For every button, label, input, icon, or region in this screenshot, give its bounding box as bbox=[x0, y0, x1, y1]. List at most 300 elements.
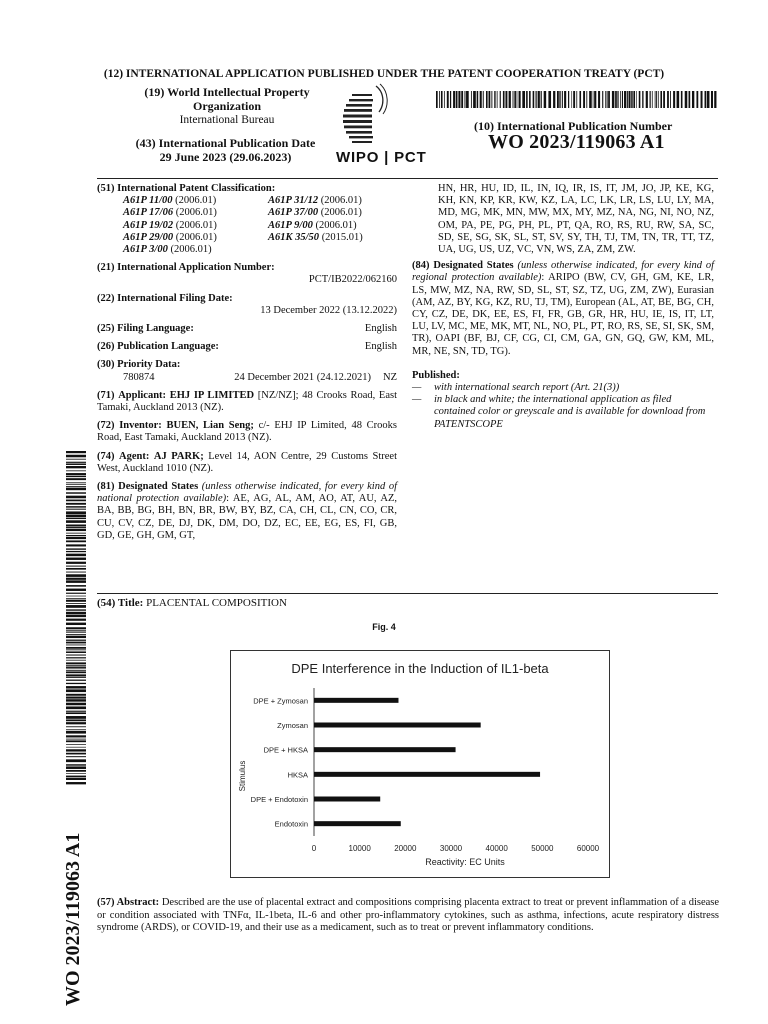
barcode-stripe bbox=[622, 91, 623, 108]
barcode-stripe bbox=[656, 91, 657, 108]
barcode-stripe bbox=[66, 484, 86, 485]
barcode-stripe bbox=[66, 645, 86, 646]
chart-bar bbox=[314, 723, 481, 728]
barcode-stripe bbox=[564, 91, 566, 108]
barcode-stripe bbox=[66, 686, 86, 688]
chart-x-tick-label: 40000 bbox=[485, 844, 508, 853]
barcode-stripe bbox=[66, 506, 86, 507]
barcode-stripe bbox=[66, 524, 86, 526]
barcode-stripe bbox=[66, 759, 86, 762]
barcode-stripe bbox=[66, 605, 86, 608]
barcode-stripe bbox=[66, 503, 86, 505]
barcode-stripe bbox=[650, 91, 651, 108]
barcode-stripe bbox=[514, 91, 516, 108]
barcode-stripe bbox=[667, 91, 669, 108]
barcode-stripe bbox=[66, 670, 86, 671]
side-publication-number: WO 2023/119063 A1 bbox=[62, 832, 84, 1006]
wipo-logo bbox=[332, 82, 442, 166]
barcode-stripe bbox=[617, 91, 618, 108]
chart-bar bbox=[314, 797, 380, 802]
barcode-stripe bbox=[66, 533, 86, 534]
title-value: PLACENTAL COMPOSITION bbox=[146, 597, 287, 609]
barcode-stripe bbox=[503, 91, 505, 108]
barcode-stripe bbox=[646, 91, 648, 108]
published-label: Published: bbox=[412, 369, 460, 381]
inventor-label: Inventor: bbox=[119, 420, 162, 432]
barcode-stripe bbox=[66, 640, 86, 641]
filing-language-label: (25) Filing Language: bbox=[97, 323, 194, 335]
barcode-stripe bbox=[633, 91, 635, 108]
abstract bbox=[97, 897, 719, 935]
barcode-stripe bbox=[66, 747, 86, 748]
inventor-num: (72) bbox=[97, 420, 115, 432]
barcode-stripe bbox=[66, 596, 86, 597]
published-entry bbox=[412, 370, 714, 431]
barcode-stripe bbox=[66, 662, 86, 664]
barcode-stripe bbox=[66, 726, 86, 727]
barcode-stripe bbox=[594, 91, 596, 108]
barcode-stripe bbox=[66, 649, 86, 650]
bar-chart bbox=[230, 650, 610, 878]
barcode-stripe bbox=[602, 91, 603, 108]
designated-states-num: (81) bbox=[97, 481, 115, 493]
applicant-label: Applicant: bbox=[118, 389, 167, 401]
chart-category-label: DPE + Zymosan bbox=[253, 696, 308, 706]
chart-category-label: Zymosan bbox=[277, 721, 308, 730]
filing-language-value: English bbox=[364, 323, 397, 335]
barcode-stripe bbox=[642, 91, 643, 108]
biblio-left-column bbox=[97, 183, 397, 546]
barcode-stripe bbox=[483, 91, 484, 108]
barcode-stripe bbox=[66, 537, 86, 539]
ipc-code: A61P 37/00 (2006.01) bbox=[268, 207, 362, 219]
org-name-line1: (19) World Intellectual Property bbox=[144, 85, 310, 99]
barcode-stripe bbox=[66, 540, 86, 542]
published-item: — with international search report (Art. 21(3)) bbox=[412, 382, 620, 394]
barcode-stripe bbox=[66, 634, 86, 635]
abstract-text: Described are the use of placental extract and compositions comprising placenta extract to treat or prevent inflammation of a disease or condition associated with TNFα, IL-1beta, IL-6 and other pro-inflammatory cytokines, such as asthma, infections, acute respiratory distress syndrome (ARDS), or COVID-19, and their use as a medicament, such as to treat or prevent inflammatory conditions. bbox=[97, 897, 720, 933]
barcode-stripe bbox=[466, 91, 469, 108]
designated-states-continued: HN, HR, HU, ID, IL, IN, IQ, IR, IS, IT, JM, JO, JP, KE, KG, KH, KN, KP, KR, KW, KZ, LA, LC, LK, LR, LS, LU, LY, MA, MD, MG, MK, MN, MW, MX, MY, MZ, NA, NG, NI, NO, NZ, OM, PA, PE, PG, PH, PL, PT, QA, RO, RS, RU, RW, SA, SC, SD, SE, SG, SK, SL, ST, SV, SY, TH, TJ, TM, TN, TR, TT, TZ, UA, UG, US, UZ, VC, VN, WS, ZA, ZM, ZW. bbox=[438, 183, 714, 256]
ipc-codes bbox=[97, 195, 397, 256]
chart-category-label: DPE + Endotoxin bbox=[250, 795, 308, 804]
barcode-stripe bbox=[447, 91, 449, 108]
barcode-stripe bbox=[620, 91, 621, 108]
barcode-stripe bbox=[66, 544, 86, 546]
agent-label: Agent: bbox=[119, 450, 150, 462]
chart-x-tick-label: 0 bbox=[311, 844, 317, 853]
barcode-stripe bbox=[66, 706, 86, 709]
application-number-entry bbox=[97, 262, 397, 286]
barcode-stripe bbox=[66, 731, 86, 734]
barcode-stripe bbox=[66, 574, 86, 577]
barcode-stripe bbox=[486, 91, 488, 108]
barcode-stripe bbox=[685, 91, 688, 108]
barcode-stripe bbox=[66, 680, 86, 681]
barcode-stripe bbox=[670, 91, 671, 108]
barcode-stripe bbox=[66, 600, 86, 602]
filing-language-entry bbox=[97, 323, 397, 335]
barcode-stripe bbox=[66, 651, 86, 653]
chart-x-tick-label: 20000 bbox=[394, 844, 417, 853]
designated-states-note: (unless otherwise indicated, for every kind of national protection available) bbox=[97, 481, 397, 505]
chart-x-tick-label: 30000 bbox=[439, 844, 463, 853]
barcode-stripe bbox=[66, 729, 86, 730]
barcode-stripe bbox=[66, 619, 86, 621]
barcode-stripe bbox=[522, 91, 525, 108]
barcode-stripe bbox=[66, 735, 86, 737]
barcode-stripe bbox=[629, 91, 631, 108]
barcode-stripe bbox=[639, 91, 641, 108]
title-rule bbox=[97, 593, 718, 594]
priority-entry bbox=[97, 359, 397, 383]
barcode-stripe bbox=[66, 782, 86, 784]
barcode-stripe bbox=[526, 91, 528, 108]
barcode-stripe bbox=[453, 91, 455, 108]
barcode-stripe bbox=[562, 91, 563, 108]
barcode-stripe bbox=[66, 712, 86, 714]
publication-number: WO 2023/119063 A1 bbox=[488, 131, 665, 153]
barcode-stripe bbox=[660, 91, 662, 108]
chart-category-label: HKSA bbox=[287, 770, 308, 780]
ipc-code: A61P 11/00 (2006.01) bbox=[123, 195, 217, 207]
barcode-stripe bbox=[517, 91, 518, 108]
publication-date-block bbox=[118, 136, 333, 164]
application-number-label: (21) International Application Number: bbox=[97, 262, 275, 274]
ipc-code: A61P 29/00 (2006.01) bbox=[123, 231, 217, 243]
ipc-code: A61P 9/00 (2006.01) bbox=[268, 219, 357, 231]
figure-label: Fig. 4 bbox=[372, 622, 396, 632]
barcode-stripe bbox=[66, 473, 86, 475]
barcode-stripe bbox=[66, 609, 86, 610]
chart-bar bbox=[314, 698, 398, 703]
barcode-stripe bbox=[66, 470, 86, 471]
title-label: (54) Title: bbox=[97, 597, 144, 609]
barcode-stripe bbox=[559, 91, 560, 108]
barcode-stripe bbox=[66, 753, 86, 755]
designated-states-label: Designated States bbox=[118, 481, 199, 493]
barcode-stripe bbox=[571, 91, 572, 108]
barcode-stripe bbox=[608, 91, 610, 108]
barcode-stripe bbox=[66, 674, 86, 676]
barcode-stripe bbox=[707, 91, 710, 108]
barcode-stripe bbox=[66, 509, 86, 510]
publication-number-label: (10) International Publication Number bbox=[474, 119, 673, 133]
barcode-stripe bbox=[66, 642, 86, 644]
barcode-stripe bbox=[612, 91, 614, 108]
barcode-stripe bbox=[66, 778, 86, 780]
biblio-right-column bbox=[412, 183, 714, 435]
barcode-stripe bbox=[66, 677, 86, 678]
barcode-stripe bbox=[658, 91, 659, 108]
barcode-stripe bbox=[66, 488, 86, 491]
barcode-stripe bbox=[66, 593, 86, 594]
publication-language-entry bbox=[97, 341, 397, 353]
applicant-address: [NZ/NZ]; 48 Crooks Road, East Tamaki, Auckland 2013 (NZ). bbox=[97, 389, 398, 414]
barcode-stripe bbox=[436, 91, 438, 108]
chart-bar bbox=[314, 821, 401, 826]
side-barcode bbox=[66, 451, 86, 785]
barcode-stripe bbox=[66, 585, 86, 587]
priority-date: 24 December 2021 (24.12.2021) bbox=[234, 371, 371, 383]
barcode-stripe bbox=[464, 91, 465, 108]
chart-x-tick-label: 60000 bbox=[576, 844, 600, 853]
ipc-label: (51) International Patent Classification: bbox=[97, 183, 276, 194]
barcode-stripe bbox=[480, 91, 482, 108]
barcode-stripe bbox=[458, 91, 460, 108]
priority-row bbox=[97, 372, 397, 384]
chart-title: DPE Interference in the Induction of IL1-beta bbox=[291, 661, 549, 676]
barcode-stripe bbox=[66, 603, 86, 604]
barcode-stripe bbox=[636, 91, 637, 108]
header-rule bbox=[97, 178, 718, 179]
barcode-stripe bbox=[681, 91, 683, 108]
barcode-stripe bbox=[615, 91, 617, 108]
barcode-stripe bbox=[66, 451, 86, 453]
barcode-stripe bbox=[66, 739, 86, 740]
filing-date-entry bbox=[97, 293, 397, 317]
filing-date-value: 13 December 2022 (13.12.2022) bbox=[260, 304, 397, 316]
barcode-stripe bbox=[624, 91, 626, 108]
barcode-stripe bbox=[652, 91, 653, 108]
barcode-stripe bbox=[66, 665, 86, 666]
ipc-code: A61P 17/06 (2006.01) bbox=[123, 207, 217, 219]
barcode-stripe bbox=[568, 91, 569, 108]
regional-states-entry bbox=[412, 260, 714, 358]
barcode-stripe bbox=[66, 518, 86, 519]
chart-y-axis-label: Stimulus bbox=[238, 760, 247, 792]
barcode-stripe bbox=[439, 91, 440, 108]
barcode-stripe bbox=[66, 667, 86, 668]
barcode-stripe bbox=[607, 91, 608, 108]
barcode-stripe bbox=[66, 551, 86, 552]
barcode-stripe bbox=[471, 91, 472, 108]
ipc-code: A61P 3/00 (2006.01) bbox=[123, 244, 212, 256]
barcode-stripe bbox=[66, 548, 86, 549]
barcode-stripe bbox=[541, 91, 542, 108]
barcode-stripe bbox=[519, 91, 521, 108]
document-type-heading: (12) INTERNATIONAL APPLICATION PUBLISHED UNDER THE PATENT COOPERATION TREATY (PCT) bbox=[103, 68, 665, 80]
barcode-stripe bbox=[66, 671, 86, 673]
barcode-stripe bbox=[536, 91, 537, 108]
publication-date-label: (43) International Publication Date bbox=[135, 136, 316, 150]
regional-states-list: : ARIPO (BW, CV, GH, GM, KE, LR, LS, MW, MZ, NA, RW, SD, SL, ST, SZ, TZ, UG, ZM, ZW), Eurasian (AM, AZ, BY, KG, KZ, RU, TJ, TM), European (AL, AT, BE, BG, CH, CY, CZ, DE, DK, EE, ES, FI, FR, GB, GR, HR, HU, IE, IS, IT, LT, LU, LV, MC, ME, MK, MT, NL, NO, PL, PT, RO, RS, SE, SI, SK, SM, TR), OAPI (BF, BJ, CF, CG, CI, CM, GA, GN, GQ, GW, KM, ML, MR, NE, SN, TD, TG). bbox=[412, 272, 714, 357]
barcode-stripe bbox=[66, 740, 86, 742]
barcode-stripe bbox=[655, 91, 656, 108]
publication-date-value: 29 June 2023 (29.06.2023) bbox=[159, 150, 292, 164]
regional-states-num: (84) bbox=[412, 260, 430, 272]
barcode-stripe bbox=[579, 91, 581, 108]
barcode-stripe bbox=[544, 91, 546, 108]
barcode-stripe bbox=[553, 91, 555, 108]
barcode-stripe bbox=[66, 660, 86, 661]
barcode-stripe bbox=[497, 91, 498, 108]
publication-language-label: (26) Publication Language: bbox=[97, 341, 219, 353]
barcode-stripe bbox=[491, 91, 492, 108]
ipc-code: A61K 35/50 (2015.01) bbox=[268, 231, 363, 243]
barcode-stripe bbox=[583, 91, 585, 108]
barcode-stripe bbox=[673, 91, 675, 108]
barcode-stripe bbox=[66, 766, 86, 769]
chart-x-axis-label: Reactivity: EC Units bbox=[425, 857, 505, 867]
barcode-stripe bbox=[66, 699, 86, 701]
chart-category-label: DPE + HKSA bbox=[263, 745, 308, 755]
barcode-stripe bbox=[66, 615, 86, 617]
barcode-stripe bbox=[66, 478, 86, 480]
barcode-stripe bbox=[66, 529, 86, 531]
barcode-stripe bbox=[66, 716, 86, 719]
barcode-stripe bbox=[627, 91, 628, 108]
barcode-stripe bbox=[66, 598, 86, 599]
barcode-stripe bbox=[509, 91, 511, 108]
barcode-stripe bbox=[66, 476, 86, 477]
barcode-stripe bbox=[711, 91, 713, 108]
barcode-stripe bbox=[500, 91, 501, 108]
barcode-stripe bbox=[66, 776, 86, 778]
priority-number: 780874 bbox=[123, 371, 155, 383]
barcode-stripe bbox=[66, 578, 86, 580]
barcode-stripe bbox=[444, 91, 445, 108]
barcode-stripe bbox=[66, 647, 86, 649]
designated-states-list: : AE, AG, AL, AM, AO, AT, AU, AZ, BA, BB, BG, BH, BN, BR, BW, BY, BZ, CA, CH, CL, CN, CO, CR, CU, CV, CZ, DE, DJ, DK, DM, DO, DZ, EC, EE, EG, ES, FI, GB, GD, GE, GH, GM, GT, bbox=[97, 493, 397, 541]
barcode-stripe bbox=[66, 466, 86, 468]
barcode-stripe bbox=[605, 91, 606, 108]
barcode-stripe bbox=[66, 589, 86, 591]
applicant-name: EHJ IP LIMITED bbox=[169, 389, 255, 401]
inventor-name: BUEN, Lian Seng; bbox=[166, 420, 254, 432]
barcode-stripe bbox=[66, 527, 86, 528]
barcode-stripe bbox=[66, 722, 86, 724]
chart-x-tick-label: 50000 bbox=[531, 844, 554, 853]
title-line bbox=[97, 597, 287, 609]
barcode-stripe bbox=[473, 91, 476, 108]
chart-category-label: Endotoxin bbox=[274, 819, 308, 829]
barcode-stripe bbox=[705, 91, 707, 108]
barcode-stripe bbox=[477, 91, 479, 108]
barcode-stripe bbox=[66, 719, 86, 721]
barcode-stripe bbox=[533, 91, 535, 108]
agent-address: Level 14, AON Centre, 29 Customs Street West, Auckland 1010 (NZ). bbox=[97, 450, 397, 474]
abstract-label: (57) Abstract: bbox=[97, 897, 160, 908]
barcode-stripe bbox=[66, 756, 86, 757]
barcode-stripe bbox=[66, 749, 86, 751]
ipc-entry bbox=[97, 183, 397, 256]
barcode-stripe bbox=[513, 91, 514, 108]
barcode-stripe bbox=[66, 612, 86, 615]
barcode-stripe bbox=[696, 91, 698, 108]
published-item: — in black and white; the international application as filed contained color or greyscale and is available for download from PATENTSCOPE bbox=[412, 394, 706, 430]
inventor-address: c/- EHJ IP Limited, 48 Crooks Road, East Tamaki, Auckland 2013 (NZ). bbox=[97, 420, 397, 444]
priority-label: (30) Priority Data: bbox=[97, 359, 181, 371]
priority-country: NZ bbox=[383, 371, 397, 383]
org-name-line2: Organization bbox=[193, 99, 261, 113]
barcode-stripe bbox=[689, 91, 691, 108]
barcode-stripe bbox=[66, 486, 86, 487]
barcode-stripe bbox=[489, 91, 491, 108]
barcode-stripe bbox=[66, 459, 86, 460]
application-number-value: PCT/IB2022/062160 bbox=[308, 274, 397, 286]
barcode-stripe bbox=[66, 535, 86, 536]
barcode-stripe bbox=[66, 511, 86, 514]
barcode-stripe bbox=[66, 566, 86, 567]
barcode-stripe bbox=[586, 91, 587, 108]
barcode-stripe bbox=[66, 482, 86, 483]
regional-states-note: (unless otherwise indicated, for every kind of regional protection available) bbox=[412, 260, 714, 284]
barcode-stripe bbox=[66, 496, 86, 499]
barcode-stripe bbox=[66, 568, 86, 570]
agent-entry bbox=[97, 451, 397, 475]
barcode-stripe bbox=[66, 711, 86, 712]
chart-bar bbox=[314, 772, 540, 777]
logo-text: WIPO | PCT bbox=[336, 149, 427, 166]
barcode-stripe bbox=[66, 770, 86, 772]
barcode-stripe bbox=[692, 91, 694, 108]
barcode-stripe bbox=[66, 764, 86, 765]
agent-name: AJ PARK; bbox=[153, 450, 204, 462]
ipc-code: A61P 19/02 (2006.01) bbox=[123, 219, 217, 231]
barcode-stripe bbox=[589, 91, 592, 108]
chart-x-tick-label: 10000 bbox=[348, 844, 371, 853]
barcode-stripe bbox=[598, 91, 600, 108]
barcode-stripe bbox=[505, 91, 507, 108]
barcode-stripe bbox=[714, 91, 716, 108]
barcode-stripe bbox=[66, 697, 86, 699]
barcode-stripe bbox=[461, 91, 463, 108]
barcode-stripe bbox=[66, 558, 86, 560]
barcode-stripe bbox=[66, 572, 86, 573]
barcode-stripe bbox=[66, 463, 86, 464]
barcode-stripe bbox=[66, 580, 86, 583]
barcode-stripe bbox=[66, 515, 86, 518]
barcode-stripe bbox=[66, 703, 86, 706]
barcode-stripe bbox=[573, 91, 575, 108]
barcode-stripe bbox=[701, 91, 703, 108]
barcode-stripe bbox=[66, 744, 86, 745]
barcode-stripe bbox=[450, 91, 451, 108]
org-bureau: International Bureau bbox=[179, 114, 275, 126]
barcode-stripe bbox=[66, 455, 86, 458]
chart-bar bbox=[314, 747, 456, 752]
barcode-stripe bbox=[593, 91, 594, 108]
inventor-entry bbox=[97, 420, 397, 444]
filing-date-label: (22) International Filing Date: bbox=[97, 292, 233, 304]
barcode-stripe bbox=[456, 91, 458, 108]
barcode-stripe bbox=[66, 554, 86, 557]
barcode-stripe bbox=[66, 520, 86, 523]
agent-num: (74) bbox=[97, 450, 115, 462]
barcode-stripe bbox=[66, 657, 86, 658]
designated-states-entry bbox=[97, 481, 397, 542]
barcode-stripe bbox=[538, 91, 540, 108]
barcode-stripe bbox=[66, 683, 86, 684]
barcode-stripe bbox=[66, 773, 86, 774]
barcode-stripe bbox=[66, 562, 86, 564]
barcode-stripe bbox=[557, 91, 559, 108]
barcode-stripe bbox=[66, 500, 86, 502]
barcode-stripe bbox=[441, 91, 443, 108]
barcode-stripe bbox=[663, 91, 665, 108]
publication-barcode bbox=[436, 91, 718, 108]
barcode-stripe bbox=[66, 492, 86, 493]
barcode-stripe bbox=[66, 636, 86, 638]
barcode-stripe bbox=[529, 91, 531, 108]
barcode-stripe bbox=[548, 91, 551, 108]
barcode-stripe bbox=[66, 462, 86, 463]
barcode-stripe bbox=[631, 91, 632, 108]
organization-block bbox=[122, 85, 332, 127]
barcode-stripe bbox=[677, 91, 680, 108]
barcode-stripe bbox=[576, 91, 577, 108]
